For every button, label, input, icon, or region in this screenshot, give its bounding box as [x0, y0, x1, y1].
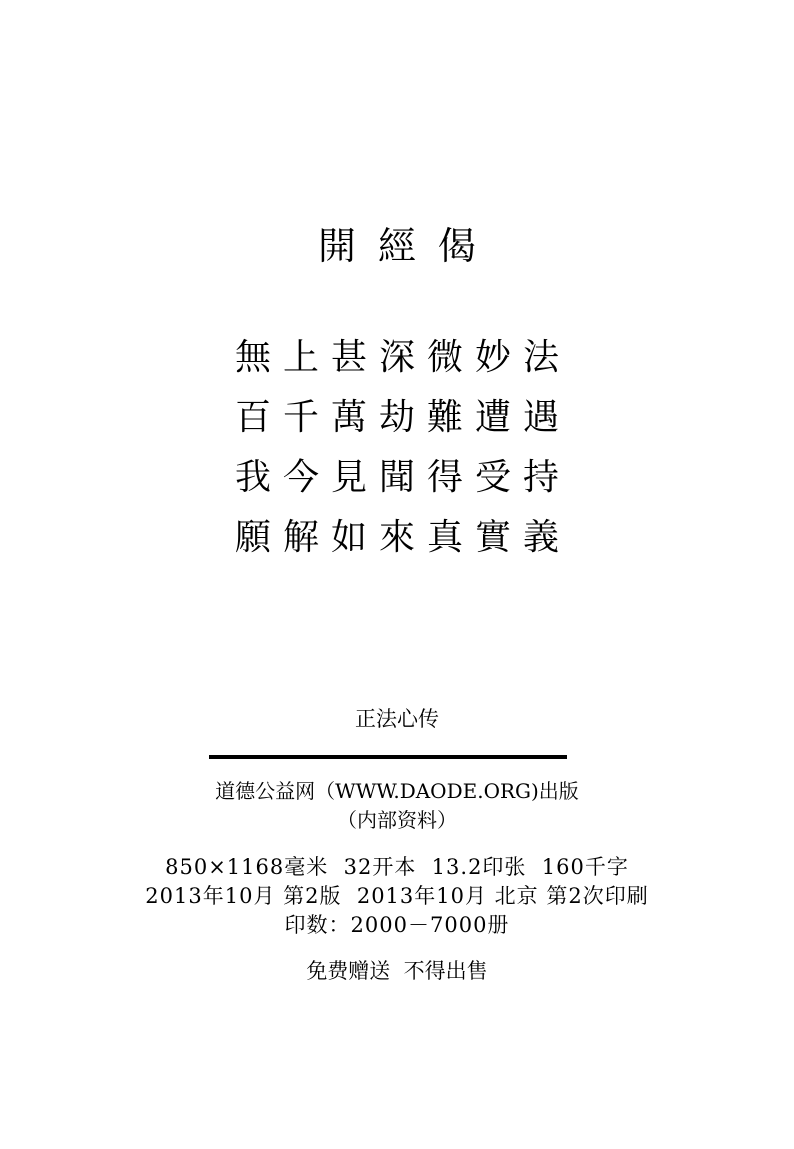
series-title: 正法心传	[355, 707, 439, 731]
verse-title: 開經偈	[317, 224, 498, 268]
internal-note: （内部资料）	[337, 808, 457, 832]
verse-block	[0, 328, 794, 568]
verse-line-3: 我今見聞得受持	[234, 457, 571, 498]
distribution-note: 免费赠送 不得出售	[306, 959, 488, 983]
verse-line-2: 百千萬劫難遭遇	[234, 397, 571, 438]
verse-line-1: 無上甚深微妙法	[234, 337, 571, 378]
divider-rule	[209, 755, 567, 759]
publisher-line: 道德公益网（WWW.DAODE.ORG)出版	[215, 779, 579, 803]
verse-line-4: 願解如來真實義	[234, 517, 571, 558]
print-run-line: 印数：2000－7000册	[284, 913, 510, 937]
spec-edition-line: 2013年10月 第2版 2013年10月 北京 第2次印刷	[145, 884, 649, 908]
printing-specs-block	[0, 853, 794, 940]
spec-format-line: 850×1168毫米 32开本 13.2印张 160千字	[165, 855, 629, 879]
